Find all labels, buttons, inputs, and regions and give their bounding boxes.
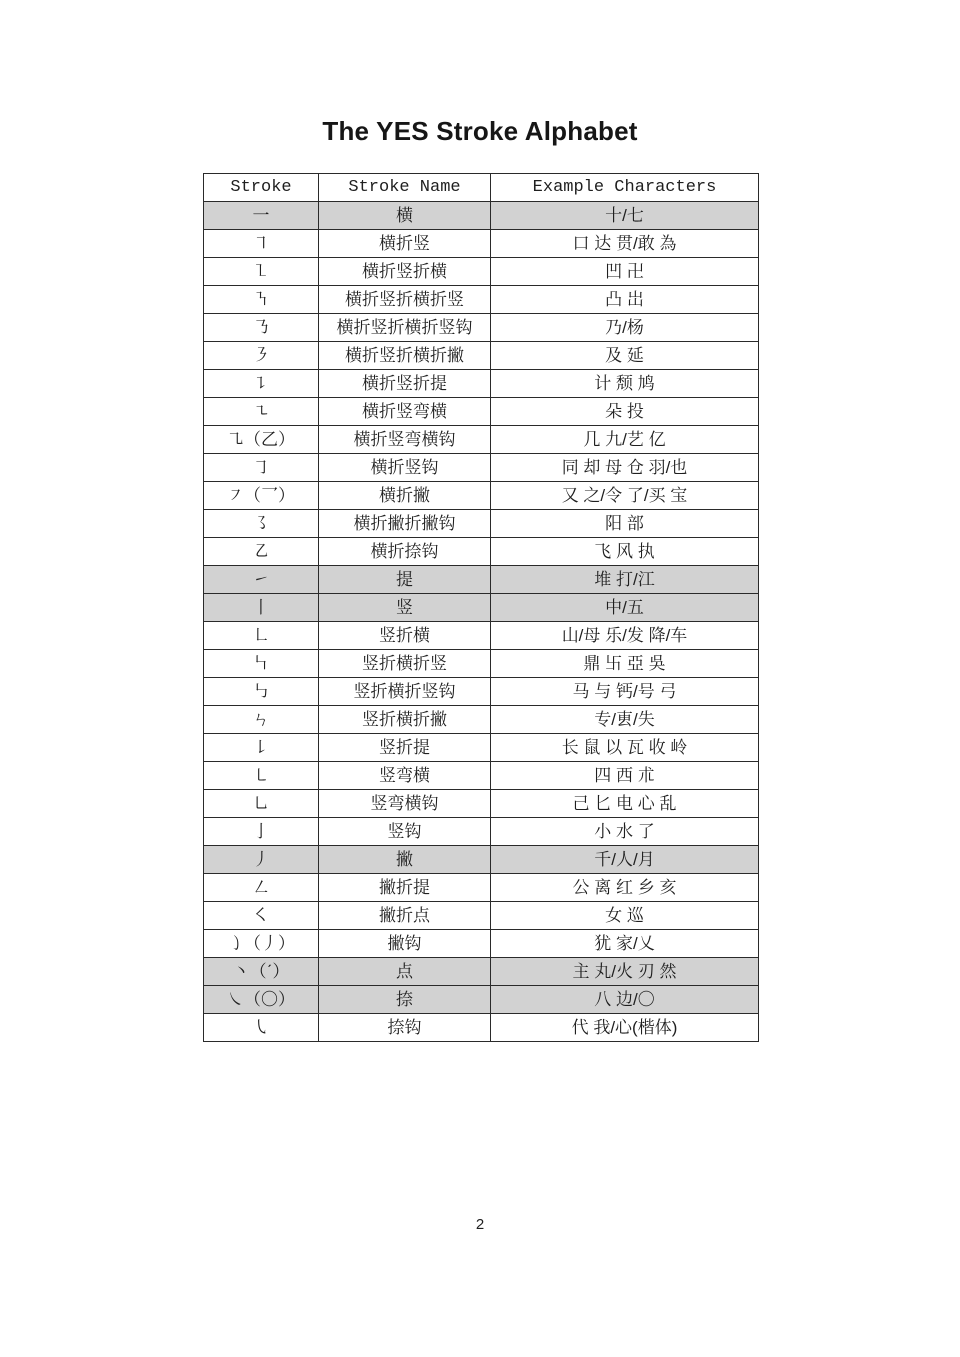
- examples-cell: 犹 家/乂: [491, 930, 759, 958]
- stroke-name-cell: 横折竖折横折撇: [319, 342, 491, 370]
- table-row: [204, 930, 759, 958]
- examples-cell: 几 九/艺 亿: [491, 426, 759, 454]
- examples-cell: 计 颓 鸠: [491, 370, 759, 398]
- stroke-name-cell: 撇钩: [319, 930, 491, 958]
- examples-cell: 凹 卍: [491, 258, 759, 286]
- stroke-cell: ㇞: [204, 650, 319, 678]
- stroke-cell: ㇡: [204, 314, 319, 342]
- stroke-name-cell: 撇折点: [319, 902, 491, 930]
- table-row: [204, 706, 759, 734]
- stroke-cell: 丶（ˊ）: [204, 958, 319, 986]
- page-title: The YES Stroke Alphabet: [322, 116, 638, 146]
- table-row: [204, 986, 759, 1014]
- stroke-cell: ㇠: [204, 538, 319, 566]
- examples-cell: 中/五: [491, 594, 759, 622]
- examples-cell: 乃/杨: [491, 314, 759, 342]
- stroke-cell: ㇌: [204, 510, 319, 538]
- examples-cell: 马 与 钙/号 弓: [491, 678, 759, 706]
- examples-cell: 凸 岀: [491, 286, 759, 314]
- stroke-name-cell: 横折竖弯横: [319, 398, 491, 426]
- stroke-name-cell: 撇折提: [319, 874, 491, 902]
- stroke-cell: ㇙: [204, 734, 319, 762]
- table-row: [204, 398, 759, 426]
- examples-cell: 八 边/〇: [491, 986, 759, 1014]
- examples-cell: 代 我/心(楷体): [491, 1014, 759, 1042]
- stroke-cell: ㇛: [204, 902, 319, 930]
- stroke-name-cell: 横折竖钩: [319, 454, 491, 482]
- stroke-name-cell: 横折竖折横: [319, 258, 491, 286]
- table-row: [204, 762, 759, 790]
- stroke-name-cell: 点: [319, 958, 491, 986]
- stroke-cell: ㇍: [204, 398, 319, 426]
- table-row: [204, 202, 759, 230]
- examples-cell: 己 匕 电 心 乱: [491, 790, 759, 818]
- examples-cell: 飞 风 执: [491, 538, 759, 566]
- table-row: [204, 790, 759, 818]
- stroke-cell: ㇜: [204, 874, 319, 902]
- table-row: [204, 314, 759, 342]
- table-row: [204, 874, 759, 902]
- table-row: [204, 482, 759, 510]
- table-row: [204, 426, 759, 454]
- stroke-name-cell: 竖折提: [319, 734, 491, 762]
- table-row: [204, 594, 759, 622]
- table-row: [204, 538, 759, 566]
- stroke-name-cell: 横折竖折横折竖钩: [319, 314, 491, 342]
- examples-cell: 堆 打/江: [491, 566, 759, 594]
- examples-cell: 女 巡: [491, 902, 759, 930]
- stroke-cell: ㇆: [204, 454, 319, 482]
- stroke-name-cell: 捺钩: [319, 1014, 491, 1042]
- examples-cell: 公 离 红 乡 亥: [491, 874, 759, 902]
- examples-cell: 四 西 朮: [491, 762, 759, 790]
- table-row: [204, 566, 759, 594]
- examples-cell: 专/叀/失: [491, 706, 759, 734]
- stroke-cell: ㇕: [204, 230, 319, 258]
- stroke-cell: ㇂: [204, 1014, 319, 1042]
- stroke-cell: ㇄: [204, 762, 319, 790]
- stroke-cell: ㄣ: [204, 706, 319, 734]
- stroke-name-cell: 横折竖折提: [319, 370, 491, 398]
- examples-cell: 又 之/令 了/买 宝: [491, 482, 759, 510]
- stroke-name-cell: 竖折横折撇: [319, 706, 491, 734]
- column-header-example-characters: Example Characters: [491, 174, 759, 202]
- page-number: 2: [475, 1216, 485, 1233]
- stroke-name-cell: 横折竖: [319, 230, 491, 258]
- table-row: [204, 258, 759, 286]
- table-row: [204, 510, 759, 538]
- stroke-cell: ㇀: [204, 566, 319, 594]
- examples-cell: 十/七: [491, 202, 759, 230]
- stroke-cell: ㇟: [204, 790, 319, 818]
- stroke-cell: ㇊: [204, 370, 319, 398]
- table-header-row: [204, 174, 759, 202]
- table-row: [204, 678, 759, 706]
- examples-cell: 朵 投: [491, 398, 759, 426]
- stroke-cell: ㇋: [204, 342, 319, 370]
- table-row: [204, 846, 759, 874]
- table-row: [204, 902, 759, 930]
- examples-cell: 及 延: [491, 342, 759, 370]
- table-row: [204, 958, 759, 986]
- table-row: [204, 230, 759, 258]
- stroke-name-cell: 横: [319, 202, 491, 230]
- examples-cell: 阳 部: [491, 510, 759, 538]
- examples-cell: 口 达 贯/敢 為: [491, 230, 759, 258]
- table-row: [204, 286, 759, 314]
- table-row: [204, 454, 759, 482]
- table-row: [204, 622, 759, 650]
- table-row: [204, 1014, 759, 1042]
- stroke-cell: ㇁（丿）: [204, 930, 319, 958]
- examples-cell: 主 丸/火 刃 然: [491, 958, 759, 986]
- stroke-name-cell: 竖弯横钩: [319, 790, 491, 818]
- table-row: [204, 370, 759, 398]
- stroke-cell: ㇏（〇）: [204, 986, 319, 1014]
- stroke-cell: ㇗: [204, 622, 319, 650]
- examples-cell: 千/人/月: [491, 846, 759, 874]
- stroke-cell: 一: [204, 202, 319, 230]
- stroke-name-cell: 横折捺钩: [319, 538, 491, 566]
- examples-cell: 鼎 卐 亞 吳: [491, 650, 759, 678]
- stroke-name-cell: 竖钩: [319, 818, 491, 846]
- table-row: [204, 818, 759, 846]
- stroke-name-cell: 横折撇: [319, 482, 491, 510]
- table-row: [204, 734, 759, 762]
- stroke-cell: 亅: [204, 818, 319, 846]
- stroke-name-cell: 竖弯横: [319, 762, 491, 790]
- column-header-stroke: Stroke: [204, 174, 319, 202]
- stroke-cell: ㇈（乙）: [204, 426, 319, 454]
- stroke-cell: ㇇（乛）: [204, 482, 319, 510]
- stroke-name-cell: 横折竖弯横钩: [319, 426, 491, 454]
- stroke-name-cell: 竖折横: [319, 622, 491, 650]
- stroke-name-cell: 竖: [319, 594, 491, 622]
- stroke-name-cell: 横折竖折横折竖: [319, 286, 491, 314]
- examples-cell: 长 鼠 以 瓦 收 岭: [491, 734, 759, 762]
- stroke-cell: ㇎: [204, 286, 319, 314]
- stroke-table-body: [204, 202, 759, 1042]
- table-row: [204, 650, 759, 678]
- stroke-table: [203, 173, 759, 1042]
- stroke-name-cell: 撇: [319, 846, 491, 874]
- column-header-stroke-name: Stroke Name: [319, 174, 491, 202]
- examples-cell: 小 水 了: [491, 818, 759, 846]
- examples-cell: 同 却 母 仓 羽/也: [491, 454, 759, 482]
- stroke-name-cell: 竖折横折竖钩: [319, 678, 491, 706]
- examples-cell: 山/母 乐/发 降/车: [491, 622, 759, 650]
- stroke-name-cell: 提: [319, 566, 491, 594]
- stroke-cell: ㇉: [204, 678, 319, 706]
- stroke-name-cell: 捺: [319, 986, 491, 1014]
- stroke-cell: 丿: [204, 846, 319, 874]
- stroke-name-cell: 竖折横折竖: [319, 650, 491, 678]
- stroke-name-cell: 横折撇折撇钩: [319, 510, 491, 538]
- stroke-cell: 丨: [204, 594, 319, 622]
- table-row: [204, 342, 759, 370]
- stroke-cell: ㇅: [204, 258, 319, 286]
